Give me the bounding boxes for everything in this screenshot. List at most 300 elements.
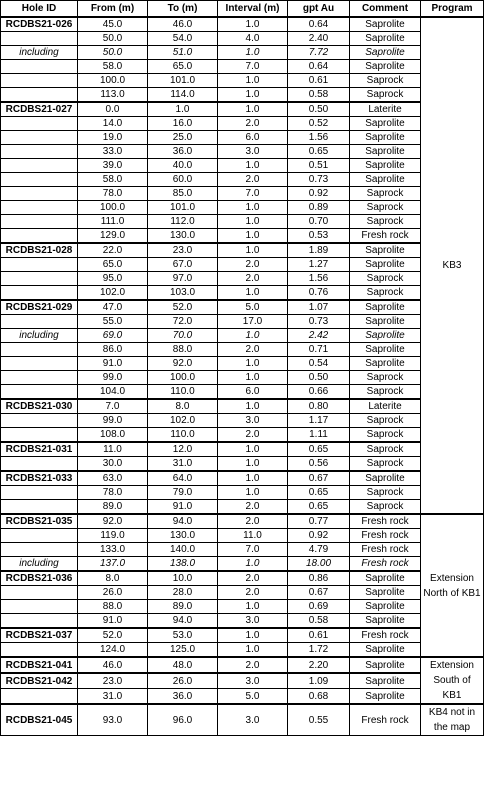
hole-id-cell: RCDBS21-045 xyxy=(1,704,78,736)
hole-id-cell xyxy=(1,286,78,301)
interval-cell: 2.0 xyxy=(218,657,288,673)
comment-cell: Laterite xyxy=(350,399,421,414)
comment-cell: Laterite xyxy=(350,102,421,117)
comment-cell: Saprolite xyxy=(350,471,421,486)
table-row xyxy=(1,657,484,673)
interval-cell: 6.0 xyxy=(218,131,288,145)
table-row xyxy=(1,88,484,103)
table-row xyxy=(1,315,484,329)
from-cell: 65.0 xyxy=(78,258,148,272)
from-cell: 91.0 xyxy=(78,614,148,629)
comment-cell: Saprolite xyxy=(350,343,421,357)
header-row xyxy=(1,1,484,18)
comment-cell: Saprock xyxy=(350,486,421,500)
gpt-au-cell: 0.65 xyxy=(288,442,350,457)
table-row xyxy=(1,329,484,343)
gpt-au-cell: 0.71 xyxy=(288,343,350,357)
interval-cell: 1.0 xyxy=(218,159,288,173)
interval-cell: 3.0 xyxy=(218,614,288,629)
to-cell: 94.0 xyxy=(148,614,218,629)
interval-cell: 1.0 xyxy=(218,17,288,32)
from-cell: 78.0 xyxy=(78,187,148,201)
comment-cell: Saprolite xyxy=(350,46,421,60)
from-cell: 100.0 xyxy=(78,74,148,88)
header-gpt-au: gpt Au xyxy=(288,1,350,18)
from-cell: 99.0 xyxy=(78,371,148,385)
table-row xyxy=(1,704,484,736)
comment-cell: Fresh rock xyxy=(350,514,421,529)
interval-cell: 5.0 xyxy=(218,300,288,315)
from-cell: 50.0 xyxy=(78,46,148,60)
gpt-au-cell: 0.54 xyxy=(288,357,350,371)
to-cell: 96.0 xyxy=(148,704,218,736)
comment-cell: Saprolite xyxy=(350,258,421,272)
interval-cell: 1.0 xyxy=(218,399,288,414)
gpt-au-cell: 0.50 xyxy=(288,371,350,385)
from-cell: 45.0 xyxy=(78,17,148,32)
comment-cell: Saprock xyxy=(350,88,421,103)
table-row xyxy=(1,145,484,159)
interval-cell: 1.0 xyxy=(218,442,288,457)
interval-cell: 3.0 xyxy=(218,704,288,736)
interval-cell: 1.0 xyxy=(218,457,288,472)
gpt-au-cell: 0.65 xyxy=(288,486,350,500)
hole-id-cell: including xyxy=(1,557,78,572)
comment-cell: Saprock xyxy=(350,215,421,229)
from-cell: 102.0 xyxy=(78,286,148,301)
table-row xyxy=(1,557,484,572)
gpt-au-cell: 0.86 xyxy=(288,571,350,586)
comment-cell: Saprolite xyxy=(350,32,421,46)
table-row xyxy=(1,201,484,215)
hole-id-cell: RCDBS21-027 xyxy=(1,102,78,117)
to-cell: 110.0 xyxy=(148,428,218,443)
gpt-au-cell: 1.56 xyxy=(288,131,350,145)
from-cell: 55.0 xyxy=(78,315,148,329)
hole-id-cell xyxy=(1,486,78,500)
to-cell: 36.0 xyxy=(148,689,218,705)
table-row xyxy=(1,74,484,88)
from-cell: 47.0 xyxy=(78,300,148,315)
hole-id-cell xyxy=(1,173,78,187)
from-cell: 137.0 xyxy=(78,557,148,572)
header-comment: Comment xyxy=(350,1,421,18)
table-row xyxy=(1,643,484,658)
gpt-au-cell: 0.89 xyxy=(288,201,350,215)
comment-cell: Saprolite xyxy=(350,673,421,688)
to-cell: 1.0 xyxy=(148,102,218,117)
comment-cell: Saprolite xyxy=(350,586,421,600)
header-program: Program xyxy=(421,1,484,18)
hole-id-cell xyxy=(1,385,78,400)
interval-cell: 1.0 xyxy=(218,329,288,343)
hole-id-cell xyxy=(1,428,78,443)
table-row xyxy=(1,514,484,529)
from-cell: 31.0 xyxy=(78,689,148,705)
hole-id-cell xyxy=(1,201,78,215)
interval-cell: 1.0 xyxy=(218,74,288,88)
interval-cell: 7.0 xyxy=(218,60,288,74)
comment-cell: Saprock xyxy=(350,500,421,515)
gpt-au-cell: 0.67 xyxy=(288,586,350,600)
interval-cell: 1.0 xyxy=(218,628,288,643)
from-cell: 7.0 xyxy=(78,399,148,414)
gpt-au-cell: 1.56 xyxy=(288,272,350,286)
interval-cell: 1.0 xyxy=(218,229,288,244)
hole-id-cell xyxy=(1,500,78,515)
table-row xyxy=(1,486,484,500)
to-cell: 91.0 xyxy=(148,500,218,515)
comment-cell: Saprolite xyxy=(350,173,421,187)
comment-cell: Saprolite xyxy=(350,315,421,329)
hole-id-cell xyxy=(1,60,78,74)
gpt-au-cell: 1.72 xyxy=(288,643,350,658)
table-row xyxy=(1,131,484,145)
interval-cell: 2.0 xyxy=(218,428,288,443)
comment-cell: Saprock xyxy=(350,457,421,472)
from-cell: 39.0 xyxy=(78,159,148,173)
table-row xyxy=(1,46,484,60)
comment-cell: Saprock xyxy=(350,428,421,443)
hole-id-cell xyxy=(1,543,78,557)
gpt-au-cell: 7.72 xyxy=(288,46,350,60)
from-cell: 124.0 xyxy=(78,643,148,658)
to-cell: 8.0 xyxy=(148,399,218,414)
hole-id-cell: RCDBS21-026 xyxy=(1,17,78,32)
to-cell: 31.0 xyxy=(148,457,218,472)
table-body xyxy=(1,17,484,736)
table-row xyxy=(1,243,484,258)
gpt-au-cell: 0.58 xyxy=(288,614,350,629)
to-cell: 51.0 xyxy=(148,46,218,60)
table-row xyxy=(1,343,484,357)
gpt-au-cell: 0.58 xyxy=(288,88,350,103)
hole-id-cell xyxy=(1,74,78,88)
interval-cell: 1.0 xyxy=(218,357,288,371)
to-cell: 65.0 xyxy=(148,60,218,74)
gpt-au-cell: 0.51 xyxy=(288,159,350,173)
gpt-au-cell: 0.80 xyxy=(288,399,350,414)
table-row xyxy=(1,371,484,385)
table-row xyxy=(1,300,484,315)
from-cell: 46.0 xyxy=(78,657,148,673)
hole-id-cell: RCDBS21-028 xyxy=(1,243,78,258)
from-cell: 33.0 xyxy=(78,145,148,159)
table-row xyxy=(1,159,484,173)
to-cell: 88.0 xyxy=(148,343,218,357)
to-cell: 125.0 xyxy=(148,643,218,658)
from-cell: 11.0 xyxy=(78,442,148,457)
hole-id-cell xyxy=(1,414,78,428)
hole-id-cell xyxy=(1,258,78,272)
hole-id-cell: RCDBS21-037 xyxy=(1,628,78,643)
gpt-au-cell: 0.50 xyxy=(288,102,350,117)
from-cell: 133.0 xyxy=(78,543,148,557)
to-cell: 53.0 xyxy=(148,628,218,643)
comment-cell: Fresh rock xyxy=(350,628,421,643)
to-cell: 130.0 xyxy=(148,229,218,244)
table-row xyxy=(1,500,484,515)
from-cell: 19.0 xyxy=(78,131,148,145)
hole-id-cell xyxy=(1,357,78,371)
table-row xyxy=(1,457,484,472)
gpt-au-cell: 1.11 xyxy=(288,428,350,443)
comment-cell: Saprolite xyxy=(350,614,421,629)
hole-id-cell: including xyxy=(1,46,78,60)
program-cell: KB4 not in the map xyxy=(421,704,484,736)
to-cell: 138.0 xyxy=(148,557,218,572)
hole-id-cell xyxy=(1,600,78,614)
to-cell: 101.0 xyxy=(148,201,218,215)
hole-id-cell xyxy=(1,529,78,543)
comment-cell: Saprock xyxy=(350,371,421,385)
gpt-au-cell: 0.68 xyxy=(288,689,350,705)
gpt-au-cell: 2.40 xyxy=(288,32,350,46)
table-row xyxy=(1,60,484,74)
gpt-au-cell: 2.20 xyxy=(288,657,350,673)
gpt-au-cell: 0.65 xyxy=(288,500,350,515)
hole-id-cell xyxy=(1,343,78,357)
comment-cell: Fresh rock xyxy=(350,543,421,557)
interval-cell: 2.0 xyxy=(218,117,288,131)
interval-cell: 1.0 xyxy=(218,486,288,500)
to-cell: 100.0 xyxy=(148,371,218,385)
gpt-au-cell: 4.79 xyxy=(288,543,350,557)
from-cell: 50.0 xyxy=(78,32,148,46)
interval-cell: 2.0 xyxy=(218,514,288,529)
to-cell: 110.0 xyxy=(148,385,218,400)
to-cell: 10.0 xyxy=(148,571,218,586)
from-cell: 30.0 xyxy=(78,457,148,472)
gpt-au-cell: 1.17 xyxy=(288,414,350,428)
from-cell: 86.0 xyxy=(78,343,148,357)
comment-cell: Fresh rock xyxy=(350,229,421,244)
interval-cell: 1.0 xyxy=(218,102,288,117)
hole-id-cell: RCDBS21-031 xyxy=(1,442,78,457)
table-row xyxy=(1,689,484,705)
hole-id-cell xyxy=(1,586,78,600)
hole-id-cell: including xyxy=(1,329,78,343)
comment-cell: Saprolite xyxy=(350,357,421,371)
from-cell: 58.0 xyxy=(78,60,148,74)
to-cell: 79.0 xyxy=(148,486,218,500)
table-row xyxy=(1,286,484,301)
hole-id-cell: RCDBS21-035 xyxy=(1,514,78,529)
gpt-au-cell: 0.76 xyxy=(288,286,350,301)
table-row xyxy=(1,215,484,229)
to-cell: 103.0 xyxy=(148,286,218,301)
interval-cell: 3.0 xyxy=(218,673,288,688)
from-cell: 95.0 xyxy=(78,272,148,286)
table-row xyxy=(1,614,484,629)
program-cell: Extension North of KB1 xyxy=(421,514,484,657)
gpt-au-cell: 1.89 xyxy=(288,243,350,258)
comment-cell: Saprock xyxy=(350,286,421,301)
gpt-au-cell: 0.61 xyxy=(288,628,350,643)
hole-id-cell: RCDBS21-041 xyxy=(1,657,78,673)
header-hole-id: Hole ID xyxy=(1,1,78,18)
comment-cell: Saprock xyxy=(350,272,421,286)
to-cell: 140.0 xyxy=(148,543,218,557)
interval-cell: 1.0 xyxy=(218,471,288,486)
interval-cell: 11.0 xyxy=(218,529,288,543)
gpt-au-cell: 0.64 xyxy=(288,17,350,32)
to-cell: 114.0 xyxy=(148,88,218,103)
table-row xyxy=(1,173,484,187)
table-row xyxy=(1,399,484,414)
to-cell: 112.0 xyxy=(148,215,218,229)
hole-id-cell xyxy=(1,457,78,472)
table-row xyxy=(1,117,484,131)
header-from: From (m) xyxy=(78,1,148,18)
interval-cell: 1.0 xyxy=(218,88,288,103)
gpt-au-cell: 2.42 xyxy=(288,329,350,343)
comment-cell: Saprolite xyxy=(350,131,421,145)
hole-id-cell xyxy=(1,643,78,658)
gpt-au-cell: 0.70 xyxy=(288,215,350,229)
to-cell: 72.0 xyxy=(148,315,218,329)
hole-id-cell xyxy=(1,371,78,385)
comment-cell: Saprolite xyxy=(350,117,421,131)
comment-cell: Saprolite xyxy=(350,600,421,614)
from-cell: 8.0 xyxy=(78,571,148,586)
table-row xyxy=(1,471,484,486)
hole-id-cell xyxy=(1,187,78,201)
hole-id-cell: RCDBS21-033 xyxy=(1,471,78,486)
to-cell: 94.0 xyxy=(148,514,218,529)
interval-cell: 1.0 xyxy=(218,371,288,385)
table-row xyxy=(1,102,484,117)
from-cell: 22.0 xyxy=(78,243,148,258)
to-cell: 28.0 xyxy=(148,586,218,600)
to-cell: 101.0 xyxy=(148,74,218,88)
table-row xyxy=(1,32,484,46)
interval-cell: 7.0 xyxy=(218,543,288,557)
table-row xyxy=(1,600,484,614)
hole-id-cell xyxy=(1,145,78,159)
to-cell: 54.0 xyxy=(148,32,218,46)
interval-cell: 5.0 xyxy=(218,689,288,705)
from-cell: 100.0 xyxy=(78,201,148,215)
comment-cell: Fresh rock xyxy=(350,529,421,543)
program-cell: Extension South of KB1 xyxy=(421,657,484,704)
table-row xyxy=(1,428,484,443)
to-cell: 25.0 xyxy=(148,131,218,145)
gpt-au-cell: 0.77 xyxy=(288,514,350,529)
gpt-au-cell: 0.69 xyxy=(288,600,350,614)
comment-cell: Saprock xyxy=(350,385,421,400)
table-row xyxy=(1,628,484,643)
interval-cell: 7.0 xyxy=(218,187,288,201)
interval-cell: 2.0 xyxy=(218,258,288,272)
table-row xyxy=(1,258,484,272)
from-cell: 108.0 xyxy=(78,428,148,443)
comment-cell: Saprock xyxy=(350,201,421,215)
table-row xyxy=(1,385,484,400)
comment-cell: Saprolite xyxy=(350,60,421,74)
from-cell: 23.0 xyxy=(78,673,148,688)
table-row xyxy=(1,543,484,557)
gpt-au-cell: 0.66 xyxy=(288,385,350,400)
to-cell: 36.0 xyxy=(148,145,218,159)
table-row xyxy=(1,529,484,543)
interval-cell: 1.0 xyxy=(218,46,288,60)
to-cell: 23.0 xyxy=(148,243,218,258)
interval-cell: 17.0 xyxy=(218,315,288,329)
comment-cell: Saprolite xyxy=(350,689,421,705)
to-cell: 67.0 xyxy=(148,258,218,272)
comment-cell: Fresh rock xyxy=(350,704,421,736)
to-cell: 16.0 xyxy=(148,117,218,131)
to-cell: 85.0 xyxy=(148,187,218,201)
interval-cell: 2.0 xyxy=(218,586,288,600)
gpt-au-cell: 0.65 xyxy=(288,145,350,159)
from-cell: 0.0 xyxy=(78,102,148,117)
hole-id-cell xyxy=(1,32,78,46)
to-cell: 70.0 xyxy=(148,329,218,343)
gpt-au-cell: 18.00 xyxy=(288,557,350,572)
interval-cell: 1.0 xyxy=(218,286,288,301)
from-cell: 58.0 xyxy=(78,173,148,187)
interval-cell: 2.0 xyxy=(218,571,288,586)
hole-id-cell xyxy=(1,159,78,173)
from-cell: 52.0 xyxy=(78,628,148,643)
table-row xyxy=(1,17,484,32)
from-cell: 14.0 xyxy=(78,117,148,131)
from-cell: 129.0 xyxy=(78,229,148,244)
from-cell: 78.0 xyxy=(78,486,148,500)
interval-cell: 1.0 xyxy=(218,643,288,658)
table-row xyxy=(1,414,484,428)
from-cell: 89.0 xyxy=(78,500,148,515)
table-row xyxy=(1,229,484,244)
to-cell: 26.0 xyxy=(148,673,218,688)
comment-cell: Fresh rock xyxy=(350,557,421,572)
hole-id-cell: RCDBS21-036 xyxy=(1,571,78,586)
gpt-au-cell: 0.73 xyxy=(288,173,350,187)
table-row xyxy=(1,673,484,688)
to-cell: 12.0 xyxy=(148,442,218,457)
to-cell: 40.0 xyxy=(148,159,218,173)
hole-id-cell xyxy=(1,614,78,629)
comment-cell: Saprolite xyxy=(350,657,421,673)
gpt-au-cell: 1.09 xyxy=(288,673,350,688)
comment-cell: Saprolite xyxy=(350,329,421,343)
table-row xyxy=(1,272,484,286)
gpt-au-cell: 0.55 xyxy=(288,704,350,736)
table-row xyxy=(1,357,484,371)
gpt-au-cell: 0.92 xyxy=(288,529,350,543)
comment-cell: Saprock xyxy=(350,187,421,201)
interval-cell: 3.0 xyxy=(218,414,288,428)
hole-id-cell: RCDBS21-030 xyxy=(1,399,78,414)
to-cell: 130.0 xyxy=(148,529,218,543)
gpt-au-cell: 0.61 xyxy=(288,74,350,88)
from-cell: 91.0 xyxy=(78,357,148,371)
hole-id-cell xyxy=(1,215,78,229)
gpt-au-cell: 0.64 xyxy=(288,60,350,74)
comment-cell: Saprock xyxy=(350,442,421,457)
to-cell: 102.0 xyxy=(148,414,218,428)
header-interval: Interval (m) xyxy=(218,1,288,18)
comment-cell: Saprock xyxy=(350,74,421,88)
gpt-au-cell: 0.52 xyxy=(288,117,350,131)
hole-id-cell xyxy=(1,117,78,131)
from-cell: 93.0 xyxy=(78,704,148,736)
gpt-au-cell: 0.53 xyxy=(288,229,350,244)
comment-cell: Saprolite xyxy=(350,243,421,258)
gpt-au-cell: 0.92 xyxy=(288,187,350,201)
